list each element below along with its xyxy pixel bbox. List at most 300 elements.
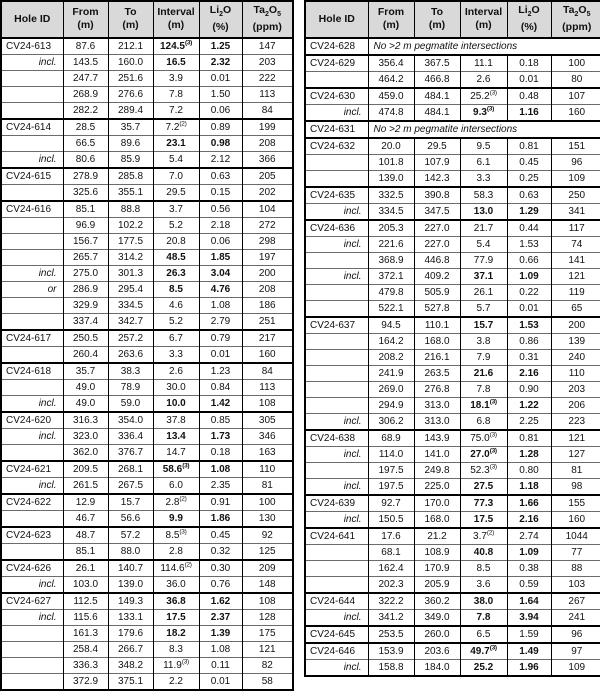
to-cell: 263.5 [414,366,460,382]
li2o-cell: 0.81 [507,430,551,447]
li2o-cell: 1.42 [199,396,242,413]
li2o-cell: 0.86 [507,334,551,350]
ta2o5-cell: 128 [242,610,293,626]
table-row [305,626,600,643]
from-cell: 17.6 [368,528,414,545]
table-row [305,88,600,105]
ta2o5-cell: 203 [242,55,293,71]
interval-cell: 26.3 [153,266,199,282]
li2o-cell: 0.79 [199,330,242,347]
hole-id-cell [305,463,368,479]
interval-cell: 7.9 [460,350,507,366]
table-row [305,398,600,414]
to-cell: 301.3 [108,266,153,282]
ta2o5-cell: 103 [551,577,600,594]
from-cell: 258.4 [63,642,108,658]
from-cell: 143.5 [63,55,108,71]
table-row [1,560,293,577]
interval-cell: 5.7 [460,301,507,318]
footnote-marker: (3) [489,447,497,455]
ta2o5-cell: 241 [551,610,600,627]
table-row [305,301,600,318]
li2o-cell: 0.66 [507,253,551,269]
to-cell: 267.5 [108,478,153,495]
hole-id-cell [1,87,63,103]
ta2o5-cell: 206 [551,398,600,414]
hole-id-cell: CV24-620 [1,412,63,429]
interval-cell: 40.8 [460,545,507,561]
table-row [305,155,600,171]
ta2o5-cell: 240 [551,350,600,366]
from-cell: 96.9 [63,218,108,234]
to-cell: 342.7 [108,314,153,331]
hole-id-cell: CV24-618 [1,363,63,380]
hole-id-cell: incl. [1,266,63,282]
from-cell: 156.7 [63,234,108,250]
li2o-cell: 1.16 [507,105,551,122]
drill-results-table-left [0,0,294,691]
ta2o5-cell: 160 [551,105,600,122]
hole-id-cell: incl. [305,479,368,496]
from-cell: 162.4 [368,561,414,577]
from-cell: 20.0 [368,138,414,155]
hole-id-cell: CV24-645 [305,626,368,643]
footnote-marker: (2) [486,529,494,537]
li2o-cell: 2.18 [199,218,242,234]
from-cell: 356.4 [368,55,414,72]
from-cell: 94.5 [368,317,414,334]
to-cell: 227.0 [414,237,460,253]
hole-id-cell: CV24-637 [305,317,368,334]
hole-id-cell: CV24-613 [1,38,63,55]
to-cell: 313.0 [414,414,460,431]
hole-id-cell [1,658,63,674]
to-cell: 285.8 [108,168,153,185]
table-row [305,643,600,660]
li2o-cell: 1.49 [507,643,551,660]
li2o-cell: 0.31 [507,350,551,366]
no-intersection-note: No >2 m pegmatite intersections [368,38,600,55]
ta2o5-cell: 208 [242,136,293,152]
to-cell: 390.8 [414,187,460,204]
hole-id-cell: CV24-630 [305,88,368,105]
li2o-cell: 0.56 [199,201,242,218]
li2o-cell: 0.81 [507,138,551,155]
table-row [305,55,600,72]
from-cell: 85.1 [63,201,108,218]
hole-id-cell [1,250,63,266]
li2o-cell: 0.01 [199,674,242,691]
ta2o5-cell: 186 [242,298,293,314]
li2o-cell: 1.59 [507,626,551,643]
to-cell: 276.6 [108,87,153,103]
ta2o5-cell: 160 [551,512,600,529]
table-row [1,218,293,234]
ta2o5-cell: 272 [242,218,293,234]
no-intersection-note: No >2 m pegmatite intersections [368,121,600,138]
table-row [1,185,293,202]
footnote-marker: (3) [179,528,187,536]
hole-id-cell: CV24-621 [1,461,63,478]
interval-cell: 10.0 [153,396,199,413]
ta2o5-cell: 109 [551,660,600,677]
hole-id-cell: CV24-628 [305,38,368,55]
from-cell: 325.6 [63,185,108,202]
ta2o5-cell: 108 [242,396,293,413]
li2o-cell: 1.08 [199,642,242,658]
li2o-cell: 1.86 [199,511,242,528]
table-row [1,674,293,691]
table-row [305,171,600,188]
li2o-cell: 1.08 [199,298,242,314]
ta2o5-cell: 209 [242,560,293,577]
li2o-cell: 1.18 [507,479,551,496]
hole-id-cell: CV24-639 [305,495,368,512]
li2o-cell: 0.45 [507,155,551,171]
to-cell: 367.5 [414,55,460,72]
to-cell: 102.2 [108,218,153,234]
interval-cell: 6.0 [153,478,199,495]
li2o-cell: 1.73 [199,429,242,445]
interval-cell: 2.6 [460,72,507,89]
footnote-marker: (3) [489,398,497,406]
hole-id-cell [1,218,63,234]
table-row [305,463,600,479]
hole-id-cell [305,72,368,89]
li2o-cell: 4.76 [199,282,242,298]
interval-cell: 2.8$^{(2)}$ [153,494,199,511]
li2o-cell: 1.53 [507,317,551,334]
hole-id-cell [305,171,368,188]
to-cell: 349.0 [414,610,460,627]
to-cell: 225.0 [414,479,460,496]
to-cell: 505.9 [414,285,460,301]
table-row [305,545,600,561]
to-cell: 179.6 [108,626,153,642]
to-cell: 263.6 [108,347,153,364]
hole-id-cell: incl. [305,237,368,253]
ta2o5-cell: 109 [551,171,600,188]
hole-id-cell: CV24-617 [1,330,63,347]
table-row [1,330,293,347]
to-cell: 295.4 [108,282,153,298]
from-cell: 464.2 [368,72,414,89]
from-cell: 294.9 [368,398,414,414]
ta2o5-cell: 97 [551,643,600,660]
to-cell: 88.0 [108,544,153,561]
hole-id-cell [1,103,63,120]
hole-id-cell: CV24-623 [1,527,63,544]
hole-id-cell [305,253,368,269]
ta2o5-cell: 104 [242,201,293,218]
interval-cell: 4.6 [153,298,199,314]
ta2o5-cell: 1044 [551,528,600,545]
to-cell: 212.1 [108,38,153,55]
table-row [305,577,600,594]
hole-id-cell: CV24-614 [1,119,63,136]
table-row [305,528,600,545]
interval-cell: 38.0 [460,593,507,610]
hole-id-cell [305,398,368,414]
header-row [305,1,600,38]
interval-cell: 37.1 [460,269,507,285]
to-cell: 149.3 [108,593,153,610]
table-row [1,282,293,298]
li2o-cell: 0.84 [199,380,242,396]
footnote-marker: (2) [179,495,187,503]
table-row [305,237,600,253]
interval-cell: 7.8 [460,382,507,398]
li2o-cell: 1.08 [199,461,242,478]
table-row [1,494,293,511]
ta2o5-cell: 96 [551,155,600,171]
from-cell: 68.1 [368,545,414,561]
table-row [305,334,600,350]
from-cell: 479.8 [368,285,414,301]
li2o-cell: 0.11 [199,658,242,674]
to-cell: 38.3 [108,363,153,380]
hole-id-cell [1,642,63,658]
from-cell: 153.9 [368,643,414,660]
hole-id-cell: CV24-631 [305,121,368,138]
table-row [305,512,600,529]
to-cell: 336.4 [108,429,153,445]
interval-cell: 16.5 [153,55,199,71]
from-cell: 334.5 [368,204,414,221]
interval-cell: 3.6 [460,577,507,594]
from-cell: 158.8 [368,660,414,677]
li2o-cell: 2.79 [199,314,242,331]
ta2o5-cell: 58 [242,674,293,691]
to-cell: 203.6 [414,643,460,660]
to-cell: 140.7 [108,560,153,577]
hole-id-cell: incl. [1,152,63,169]
hole-id-cell [1,511,63,528]
hole-id-cell: CV24-622 [1,494,63,511]
to-cell: 289.4 [108,103,153,120]
ta2o5-cell: 100 [551,55,600,72]
ta2o5-cell: 80 [551,72,600,89]
hole-id-cell: incl. [1,429,63,445]
to-cell: 266.7 [108,642,153,658]
hole-id-cell: CV24-629 [305,55,368,72]
from-cell: 250.5 [63,330,108,347]
ta2o5-cell: 267 [551,593,600,610]
ta2o5-cell: 366 [242,152,293,169]
table-row [305,317,600,334]
to-cell: 89.6 [108,136,153,152]
li2o-cell: 0.76 [199,577,242,594]
hole-id-cell: CV24-615 [1,168,63,185]
interval-cell: 5.2 [153,218,199,234]
li2o-cell: 0.44 [507,220,551,237]
interval-cell: 11.9$^{(3)}$ [153,658,199,674]
hole-id-cell [1,674,63,691]
footnote-marker: (3) [181,658,189,666]
ta2o5-cell: 65 [551,301,600,318]
li2o-cell: 2.25 [507,414,551,431]
hole-id-cell: incl. [1,396,63,413]
ta2o5-cell: 113 [242,380,293,396]
hole-id-cell: CV24-641 [305,528,368,545]
from-cell: 306.2 [368,414,414,431]
table-row [1,461,293,478]
to-cell: 260.0 [414,626,460,643]
table-row [1,87,293,103]
ta2o5-cell: 74 [551,237,600,253]
interval-cell: 18.1$^{(3)}$ [460,398,507,414]
li2o-cell: 2.32 [199,55,242,71]
from-cell: 205.3 [368,220,414,237]
from-cell: 49.0 [63,380,108,396]
hole-id-cell [1,380,63,396]
li2o-cell: 2.37 [199,610,242,626]
from-cell: 241.9 [368,366,414,382]
interval-cell: 26.1 [460,285,507,301]
ta2o5-cell: 82 [242,658,293,674]
ta2o5-cell: 121 [551,430,600,447]
to-cell: 78.9 [108,380,153,396]
interval-cell: 6.8 [460,414,507,431]
li2o-cell: 1.62 [199,593,242,610]
li2o-cell: 0.89 [199,119,242,136]
hole-id-cell [1,626,63,642]
to-cell: 347.5 [414,204,460,221]
li2o-cell: 1.09 [507,269,551,285]
li2o-cell: 0.18 [507,55,551,72]
column-header-interval: Interval (m) [460,1,507,38]
table-row [305,593,600,610]
hole-id-cell: CV24-646 [305,643,368,660]
table-row [1,478,293,495]
column-header-interval: Interval (m) [153,1,199,38]
interval-cell: 2.6 [153,363,199,380]
from-cell: 336.3 [63,658,108,674]
to-cell: 142.3 [414,171,460,188]
table-row [1,168,293,185]
to-cell: 29.5 [414,138,460,155]
from-cell: 368.9 [368,253,414,269]
from-cell: 92.7 [368,495,414,512]
interval-cell: 7.8 [460,610,507,627]
from-cell: 12.9 [63,494,108,511]
li2o-cell: 2.16 [507,366,551,382]
to-cell: 251.6 [108,71,153,87]
from-cell: 35.7 [63,363,108,380]
to-cell: 376.7 [108,445,153,462]
li2o-cell: 3.04 [199,266,242,282]
interval-cell: 7.2$^{(2)}$ [153,119,199,136]
ta2o5-cell: 155 [551,495,600,512]
to-cell: 139.0 [108,577,153,594]
hole-id-cell: incl. [305,204,368,221]
ta2o5-cell: 200 [242,266,293,282]
interval-cell: 75.0$^{(3)}$ [460,430,507,447]
interval-cell: 7.8 [153,87,199,103]
hole-id-cell: incl. [305,660,368,677]
column-header-ta2o5: $Ta_2O_5$ (ppm) [551,1,600,38]
table-row [1,380,293,396]
table-row [305,269,600,285]
hole-id-cell [305,366,368,382]
hole-id-cell: incl. [1,55,63,71]
interval-cell: 25.2 [460,660,507,677]
from-cell: 101.8 [368,155,414,171]
table-row [1,250,293,266]
li2o-cell: 1.85 [199,250,242,266]
interval-cell: 9.5 [460,138,507,155]
li2o-cell: 0.98 [199,136,242,152]
li2o-cell: 0.80 [507,463,551,479]
hole-id-cell [305,155,368,171]
interval-cell: 8.5$^{(3)}$ [153,527,199,544]
ta2o5-cell: 88 [551,561,600,577]
from-cell: 80.6 [63,152,108,169]
from-cell: 265.7 [63,250,108,266]
li2o-cell: 0.48 [507,88,551,105]
ta2o5-cell: 197 [242,250,293,266]
from-cell: 247.7 [63,71,108,87]
hole-id-cell [1,136,63,152]
interval-cell: 9.9 [153,511,199,528]
ta2o5-cell: 222 [242,71,293,87]
hole-id-cell: incl. [1,478,63,495]
ta2o5-cell: 96 [551,626,600,643]
interval-cell: 77.9 [460,253,507,269]
interval-cell: 7.0 [153,168,199,185]
interval-cell: 3.8 [460,334,507,350]
li2o-cell: 0.90 [507,382,551,398]
interval-cell: 2.8 [153,544,199,561]
table-row [305,430,600,447]
to-cell: 88.8 [108,201,153,218]
from-cell: 329.9 [63,298,108,314]
interval-cell: 18.2 [153,626,199,642]
li2o-cell: 0.30 [199,560,242,577]
column-header-hole-id: Hole ID [305,1,368,38]
hole-id-cell: incl. [305,105,368,122]
li2o-cell: 1.29 [507,204,551,221]
li2o-cell: 0.45 [199,527,242,544]
from-cell: 114.0 [368,447,414,463]
table-row [305,285,600,301]
li2o-cell: 0.32 [199,544,242,561]
interval-cell: 8.3 [153,642,199,658]
to-cell: 184.0 [414,660,460,677]
from-cell: 202.3 [368,577,414,594]
interval-cell: 8.5 [153,282,199,298]
table-row [1,314,293,331]
footnote-marker: (3) [489,89,497,97]
table-row [305,350,600,366]
ta2o5-cell: 125 [242,544,293,561]
table-row [305,38,600,55]
hole-id-cell: CV24-638 [305,430,368,447]
footnote-marker: (3) [486,105,494,113]
ta2o5-cell: 251 [242,314,293,331]
to-cell: 56.6 [108,511,153,528]
column-header-ta2o5: $Ta_2O_5$ (ppm) [242,1,293,38]
ta2o5-cell: 110 [242,461,293,478]
interval-cell: 13.4 [153,429,199,445]
from-cell: 316.3 [63,412,108,429]
table-row [305,72,600,89]
to-cell: 15.7 [108,494,153,511]
from-cell: 322.2 [368,593,414,610]
interval-cell: 8.5 [460,561,507,577]
hole-id-cell: incl. [305,512,368,529]
from-cell: 474.8 [368,105,414,122]
